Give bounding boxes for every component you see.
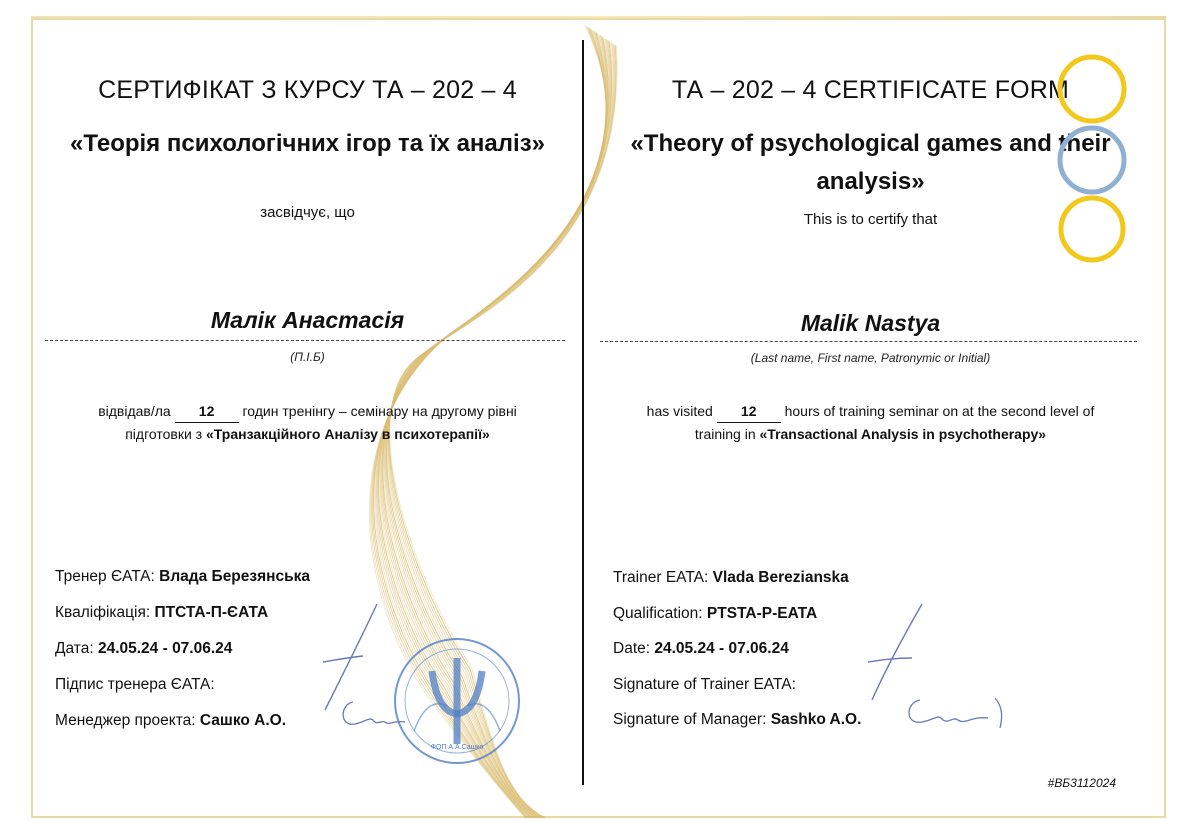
left-trainer-row <box>55 568 310 586</box>
left-date-label: Дата: <box>55 640 94 657</box>
left-trainer-value: Влада Березянська <box>159 568 311 585</box>
right-hours: 12 <box>717 400 781 423</box>
right-visit-line2-prefix: training in <box>694 426 756 442</box>
right-program: «Transactional Analysis in psychotherapy» <box>759 426 1047 442</box>
serial-number: #ВБ3112024 <box>1047 776 1116 790</box>
left-trainer-label: Тренер ЄАТА: <box>55 568 155 585</box>
right-course-title-line1: «Theory of psychological games and their <box>630 130 1111 157</box>
left-manager-row <box>55 712 286 730</box>
right-manager-row <box>613 711 861 729</box>
right-visit-text <box>598 400 1143 445</box>
right-recipient-name: Malik Nastya <box>800 310 941 336</box>
left-program: «Транзакційного Аналізу в психотерапії» <box>205 426 490 442</box>
left-qualification-value: ПТСТА-П-ЄАТА <box>154 604 269 621</box>
right-trainer-value: Vlada Berezianska <box>712 569 849 586</box>
right-qualification-row <box>613 605 817 623</box>
right-name-caption: (Last name, First name, Patronymic or Initial) <box>750 351 991 365</box>
right-manager-signature <box>900 692 1020 737</box>
right-qualification-label: Qualification: <box>613 605 703 622</box>
left-visit-middle: годин тренінгу – семінару на другому рівні <box>242 403 517 419</box>
left-signature-row <box>55 676 215 694</box>
left-recipient-name: Малік Анастасія <box>210 307 405 333</box>
left-manager-signature <box>335 692 410 737</box>
left-date-value: 24.05.24 - 07.06.24 <box>97 640 233 657</box>
center-divider <box>582 40 584 785</box>
left-signature-label: Підпис тренера ЄАТА: <box>55 676 215 693</box>
right-visit-middle: hours of training seminar on at the second level of <box>784 403 1095 419</box>
right-trainer-label: Trainer EATA: <box>613 569 709 586</box>
left-manager-value: Сашко А.О. <box>199 712 287 729</box>
left-heading: СЕРТИФІКАТ З КУРСУ ТА – 202 – 4 <box>98 76 517 104</box>
right-date-label: Date: <box>613 640 651 657</box>
right-name-line <box>600 341 1137 342</box>
left-manager-label: Менеджер проекта: <box>55 712 196 729</box>
right-signature-row <box>613 676 796 694</box>
left-certify-text: засвідчує, що <box>260 204 355 221</box>
stamp-seal <box>392 636 522 766</box>
right-signature-label: Signature of Trainer EATA: <box>613 676 796 693</box>
left-name-caption: (П.І.Б) <box>290 350 325 364</box>
left-qualification-row <box>55 604 268 622</box>
right-date-row <box>613 640 789 658</box>
right-manager-value: Sashko A.O. <box>770 711 862 728</box>
left-visit-line2-prefix: підготовки з <box>125 426 203 442</box>
right-certify-text: This is to certify that <box>803 211 938 228</box>
rings-logo <box>1052 52 1132 267</box>
right-heading: ТА – 202 – 4 CERTIFICATE FORM <box>671 76 1070 104</box>
left-qualification-label: Кваліфікація: <box>55 604 151 621</box>
right-course-title-line2: analysis» <box>816 168 925 195</box>
left-visit-text <box>40 400 575 445</box>
right-visit-prefix: has visited <box>646 403 713 419</box>
stamp-text: ФОП А.А.Сашко <box>430 744 484 751</box>
left-date-row <box>55 640 232 658</box>
left-visit-prefix: відвідав/ла <box>98 403 171 419</box>
right-trainer-row <box>613 569 849 587</box>
right-date-value: 24.05.24 - 07.06.24 <box>654 640 789 657</box>
right-qualification-value: PTSTA-P-EATA <box>706 605 818 622</box>
right-manager-label: Signature of Manager: <box>613 711 767 728</box>
left-hours: 12 <box>175 400 239 423</box>
left-course-title: «Теорія психологічних ігор та їх аналіз» <box>70 130 545 157</box>
left-name-line <box>45 340 565 341</box>
